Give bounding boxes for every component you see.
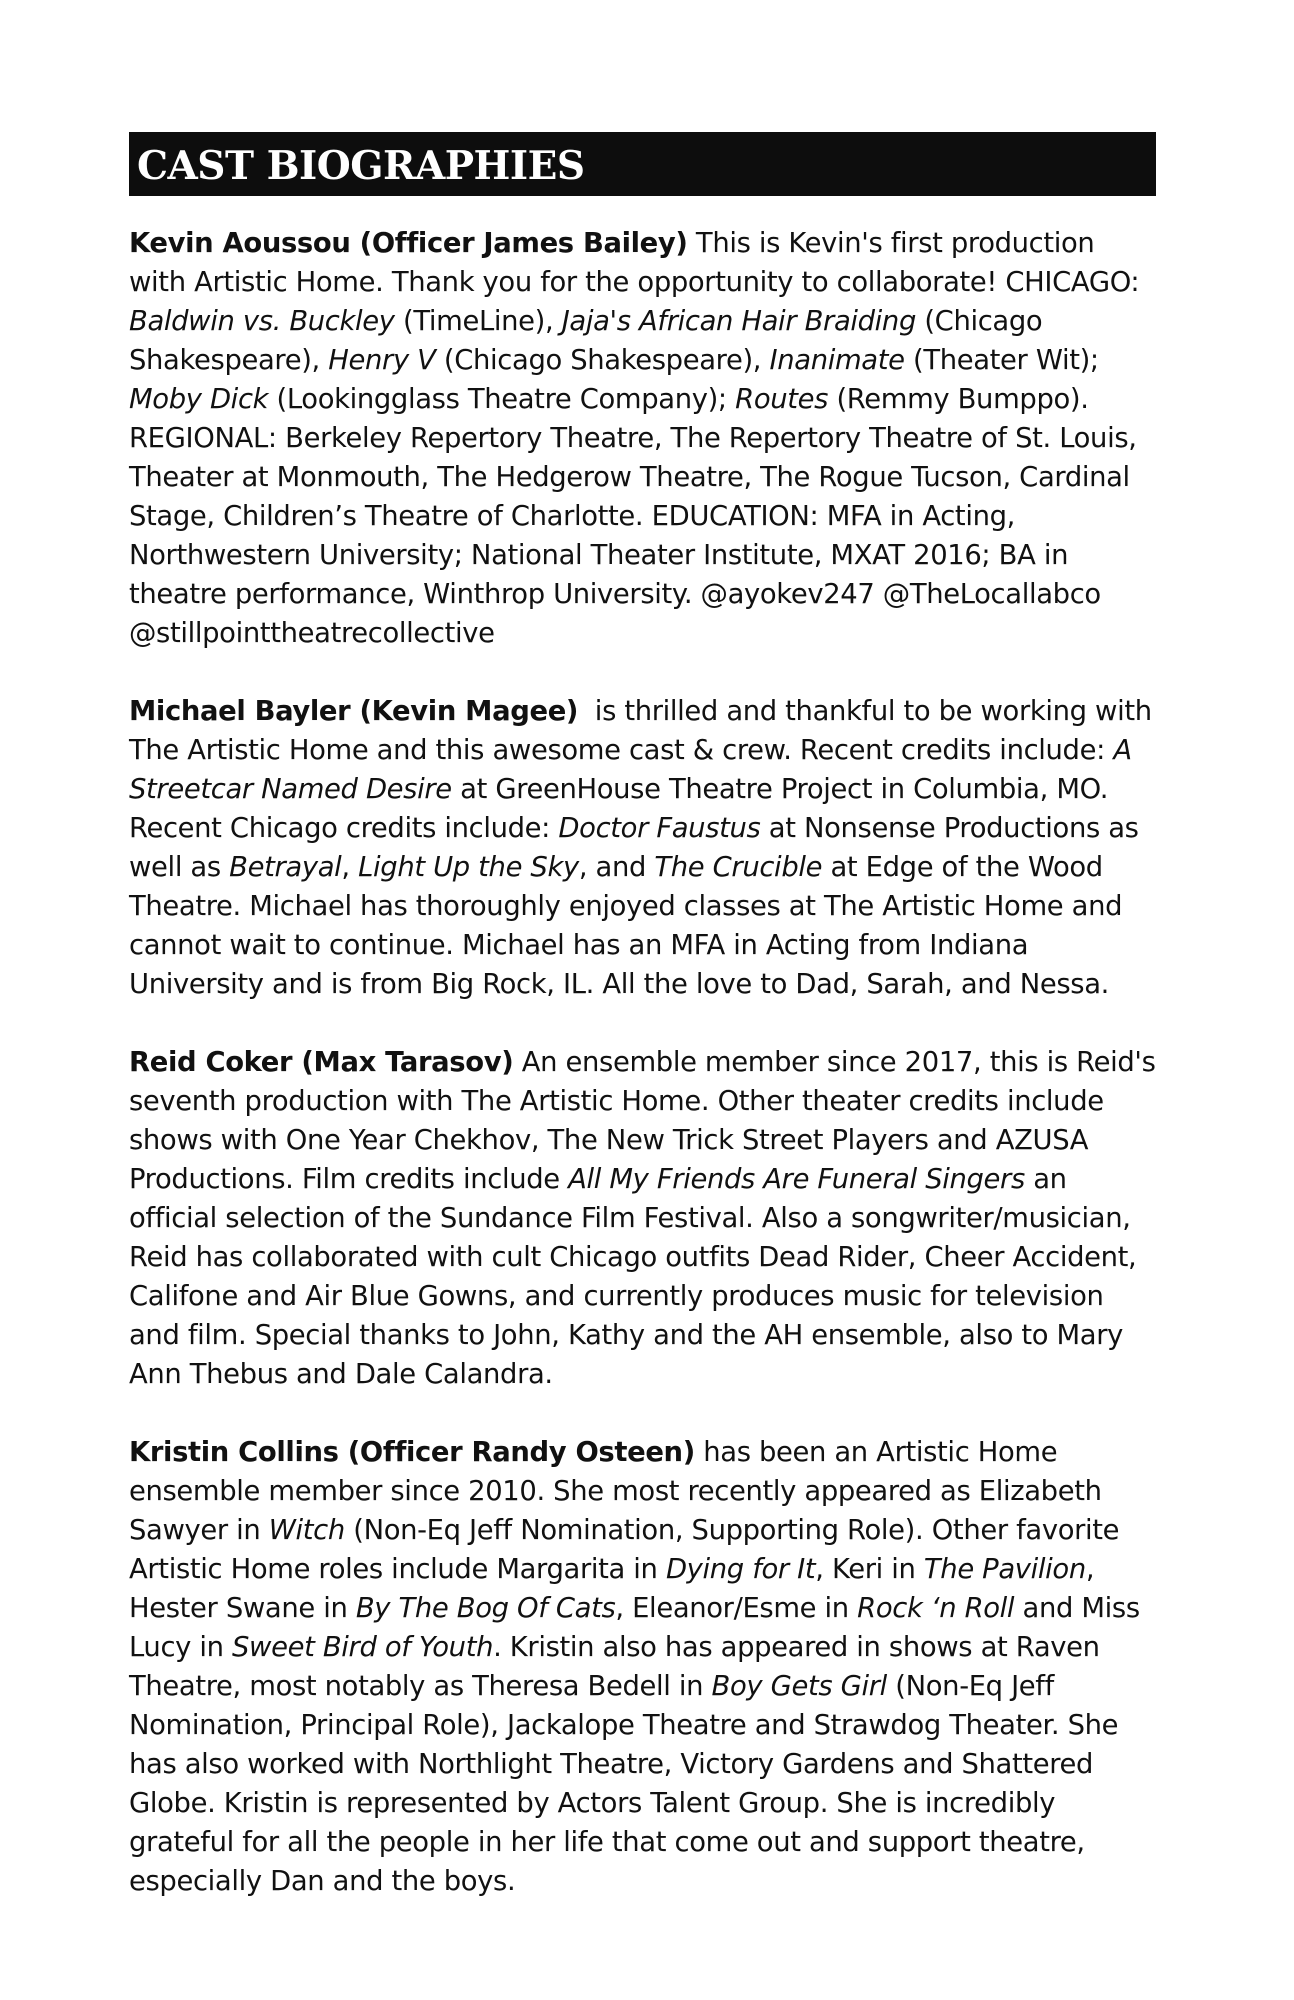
bio-text: , Hester Swane in bbox=[129, 1554, 1103, 1624]
bio-name-role: Michael Bayler (Kevin Magee) bbox=[129, 696, 579, 727]
bio-text: at Nonsense Productions as well as bbox=[129, 813, 1147, 883]
bio-name-role: Reid Coker (Max Tarasov) bbox=[129, 1047, 514, 1078]
bio-work-title: The Pavilion bbox=[923, 1554, 1086, 1585]
bio-work-title: Betrayal bbox=[229, 852, 342, 883]
bio-text: . Kristin also has appeared in shows at Raven Theatre, most notably as Theresa Bedell in bbox=[129, 1632, 1108, 1702]
bio-work-title: Light Up the Sky bbox=[358, 852, 579, 883]
bio-text: (Non-Eq Jeff Nomination, Supporting Role). Other favorite Artistic Home roles include Margarita in bbox=[129, 1515, 1128, 1585]
bio-work-title: Baldwin vs. Buckley bbox=[129, 306, 395, 337]
bio-name-role: Kristin Collins (Officer Randy Osteen) bbox=[129, 1437, 695, 1468]
bio-text: (Chicago Shakespeare), bbox=[435, 345, 770, 376]
bio-text: has been an Artistic Home ensemble member since 2010. She most recently appeared as Elizabeth Sawyer in bbox=[129, 1437, 1110, 1546]
bio-text: at GreenHouse Theatre Project in Columbia, MO. Recent Chicago credits include: bbox=[129, 774, 1117, 844]
bio-work-title: Moby Dick bbox=[129, 384, 269, 415]
section-heading-bar bbox=[129, 132, 1156, 196]
bio-work-title: Sweet Bird of Youth bbox=[232, 1632, 494, 1663]
bio-paragraph bbox=[129, 1043, 1164, 1394]
bio-text: This is Kevin's first production with Artistic Home. Thank you for the opportunity to collaborate! CHICAGO: bbox=[129, 228, 1148, 298]
bio-name-role: Kevin Aoussou (Officer James Bailey) bbox=[129, 228, 688, 259]
program-page bbox=[129, 132, 1164, 1940]
bio-paragraph bbox=[129, 692, 1161, 1004]
bio-text: , bbox=[341, 852, 359, 883]
bio-text: an official selection of the Sundance Film Festival. Also a songwriter/musician, Reid has collaborated with cult Chicago outfits Dead Rider, Cheer Accident, Califone and Air Blue Gowns, and currently produces music for television and film. Special thanks to John, Kathy and the AH ensemble, also to Mary Ann Thebus and Dale Calandra. bbox=[129, 1164, 1145, 1390]
bio-text: , and bbox=[578, 852, 655, 883]
bio-text: An ensemble member since 2017, this is Reid's seventh production with The Artistic Home. Other theater credits include shows with One Year Chekhov, The New Trick Street Players and AZUSA Productions. Film credits include bbox=[129, 1047, 1164, 1195]
bio-text: at Edge of the Wood Theatre. Michael has thoroughly enjoyed classes at The Artistic Home and cannot wait to continue. Michael has an MFA in Acting from Indiana University and is from Big Rock, IL. All the love to Dad, Sarah, and Nessa. bbox=[129, 852, 1131, 1000]
bio-work-title: Witch bbox=[268, 1515, 345, 1546]
bio-work-title: Dying for It bbox=[665, 1554, 816, 1585]
bio-work-title: Rock ‘n Roll bbox=[857, 1593, 1015, 1624]
bio-text: (Lookingglass Theatre Company); bbox=[268, 384, 736, 415]
bio-work-title: Inanimate bbox=[769, 345, 905, 376]
bio-work-title: Jaja's African Hair Braiding bbox=[561, 306, 916, 337]
bio-text: , Keri in bbox=[815, 1554, 924, 1585]
bio-work-title: Doctor Faustus bbox=[558, 813, 761, 844]
bio-paragraph bbox=[129, 1433, 1156, 1901]
bio-work-title: Boy Gets Girl bbox=[711, 1671, 887, 1702]
bio-text: (TimeLine), bbox=[394, 306, 562, 337]
bio-paragraph bbox=[129, 224, 1156, 653]
bio-work-title: Routes bbox=[735, 384, 829, 415]
bio-text: , Eleanor/Esme in bbox=[615, 1593, 858, 1624]
bio-text: and Miss Lucy in bbox=[129, 1593, 1149, 1663]
bio-text: (Remmy Bumppo). REGIONAL: Berkeley Repertory Theatre, The Repertory Theatre of St. Louis, Theater at Monmouth, The Hedgerow Theatre, The Rogue Tucson, Cardinal Stage, Children’s Theatre of Charlotte. EDUCATION: MFA in Acting, Northwestern University; National Theater Institute, MXAT 2016; BA in theatre performance, Winthrop University. @ayokev247 @TheLocallabco @stillpointtheatrecollective bbox=[129, 384, 1145, 649]
bio-work-title: By The Bog Of Cats bbox=[355, 1593, 616, 1624]
bio-work-title: Henry V bbox=[328, 345, 436, 376]
bio-list bbox=[129, 224, 1164, 1901]
bio-work-title: The Crucible bbox=[654, 852, 823, 883]
bio-text: (Non-Eq Jeff Nomination, Principal Role), Jackalope Theatre and Strawdog Theater. She has also worked with Northlight Theatre, Victory Gardens and Shattered Globe. Kristin is represented by Actors Talent Group. She is incredibly grateful for all the people in her life that come out and support theatre, especially Dan and the boys. bbox=[129, 1671, 1127, 1897]
bio-work-title: All My Friends Are Funeral Singers bbox=[568, 1164, 1025, 1195]
bio-work-title: A Streetcar Named Desire bbox=[129, 735, 1141, 805]
section-title: CAST BIOGRAPHIES bbox=[137, 142, 585, 189]
bio-text: is thrilled and thankful to be working with The Artistic Home and this awesome cast & crew. Recent credits include: bbox=[129, 696, 1161, 766]
bio-text: (Theater Wit); bbox=[904, 345, 1108, 376]
bio-text: (Chicago Shakespeare), bbox=[129, 306, 1051, 376]
